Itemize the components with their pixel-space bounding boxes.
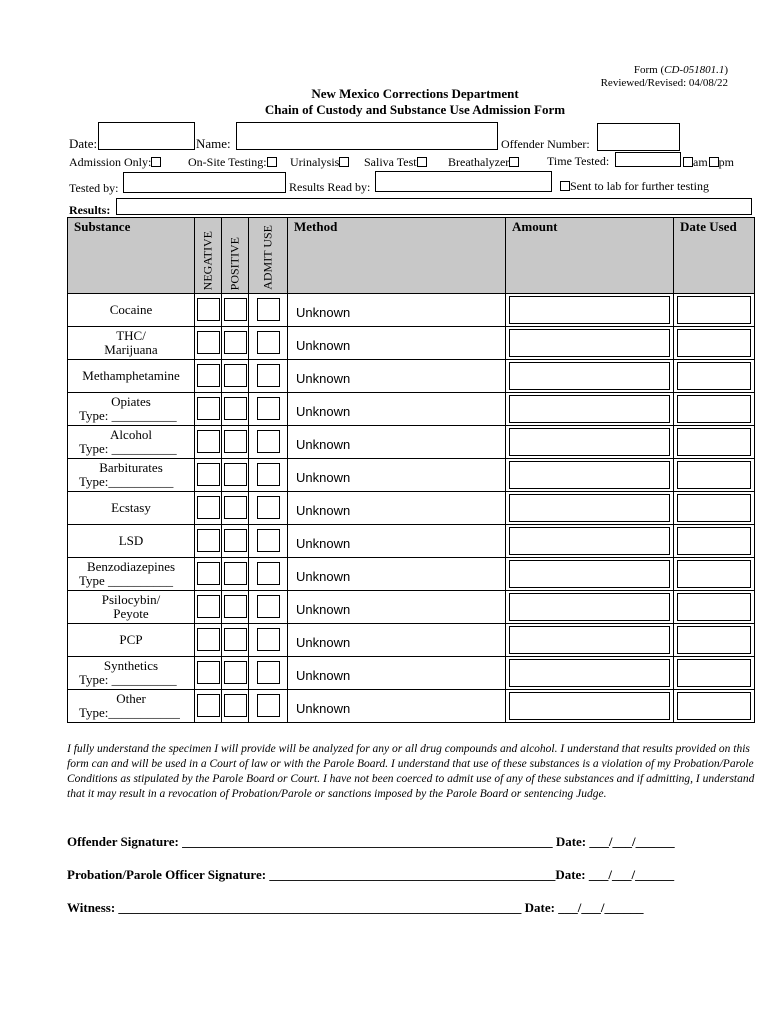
- substance-cell: [68, 426, 195, 459]
- results-read-by-field[interactable]: [375, 171, 552, 192]
- positive-cell: [222, 525, 249, 558]
- method-cell[interactable]: Unknown: [288, 558, 506, 591]
- breathalyzer-group: [448, 155, 519, 170]
- admit-use-cell: [249, 690, 288, 723]
- table-row: [68, 690, 755, 723]
- substance-type-line[interactable]: Type:___________: [79, 705, 180, 720]
- admit-use-cell: [249, 459, 288, 492]
- substance-name: Alcohol: [110, 427, 152, 442]
- saliva-test-checkbox[interactable]: [417, 157, 427, 167]
- method-header: Method: [288, 218, 506, 294]
- admit-use-checkbox[interactable]: [257, 562, 280, 585]
- saliva-test-label: Saliva Test: [364, 155, 417, 169]
- substance-cell: [68, 657, 195, 690]
- negative-cell: [195, 591, 222, 624]
- negative-checkbox[interactable]: [197, 463, 220, 486]
- date-used-field[interactable]: [677, 560, 751, 588]
- positive-cell: [222, 690, 249, 723]
- results-read-by-label: Results Read by:: [289, 180, 371, 194]
- positive-checkbox[interactable]: [224, 628, 247, 651]
- negative-checkbox[interactable]: [197, 496, 220, 519]
- amount-field[interactable]: [509, 560, 670, 588]
- negative-cell: [195, 657, 222, 690]
- negative-checkbox[interactable]: [197, 331, 220, 354]
- negative-checkbox[interactable]: [197, 397, 220, 420]
- amount-cell: [506, 393, 674, 426]
- substance-cell: [68, 525, 195, 558]
- amount-field[interactable]: [509, 428, 670, 456]
- department-title: New Mexico Corrections Department: [311, 86, 519, 101]
- negative-cell: [195, 360, 222, 393]
- method-cell[interactable]: Unknown: [288, 657, 506, 690]
- table-row: [68, 459, 755, 492]
- amount-cell: [506, 459, 674, 492]
- date-used-field[interactable]: [677, 428, 751, 456]
- method-cell[interactable]: Unknown: [288, 492, 506, 525]
- positive-checkbox[interactable]: [224, 529, 247, 552]
- date-used-cell: [674, 591, 755, 624]
- date-used-field[interactable]: [677, 692, 751, 720]
- substance-type-line[interactable]: Type:__________: [79, 474, 174, 489]
- amount-cell: [506, 492, 674, 525]
- amount-cell: [506, 360, 674, 393]
- substance-cell: [68, 492, 195, 525]
- amount-cell: [506, 690, 674, 723]
- negative-checkbox[interactable]: [197, 694, 220, 717]
- negative-cell: [195, 624, 222, 657]
- onsite-testing-label: On-Site Testing:: [188, 155, 267, 169]
- positive-header: [222, 218, 249, 294]
- date-used-cell: [674, 327, 755, 360]
- negative-cell: [195, 558, 222, 591]
- positive-cell: [222, 624, 249, 657]
- reviewed-date: Reviewed/Revised: 04/08/22: [600, 77, 728, 89]
- substance-name: Cocaine: [109, 302, 153, 317]
- officer-signature-line[interactable]: Probation/Parole Officer Signature: ____________________________________________Date: ___/___/______: [67, 867, 675, 882]
- positive-checkbox[interactable]: [224, 496, 247, 519]
- table-row: [68, 525, 755, 558]
- negative-checkbox[interactable]: [197, 562, 220, 585]
- method-cell[interactable]: Unknown: [288, 459, 506, 492]
- negative-checkbox[interactable]: [197, 364, 220, 387]
- amount-field[interactable]: [509, 593, 670, 621]
- date-used-field[interactable]: [677, 494, 751, 522]
- onsite-testing-checkbox[interactable]: [267, 157, 277, 167]
- date-label: Date:: [69, 136, 98, 151]
- positive-cell: [222, 327, 249, 360]
- positive-cell: [222, 591, 249, 624]
- method-cell[interactable]: Unknown: [288, 327, 506, 360]
- admit-use-checkbox[interactable]: [257, 463, 280, 486]
- admit-use-checkbox[interactable]: [257, 529, 280, 552]
- results-field[interactable]: [116, 198, 752, 215]
- negative-cell: [195, 690, 222, 723]
- admission-only-group: [69, 155, 161, 170]
- amount-cell: [506, 426, 674, 459]
- admit-use-cell: [249, 327, 288, 360]
- substance-type-line[interactable]: Type: __________: [79, 441, 177, 456]
- amount-cell: [506, 294, 674, 327]
- time-tested-label: Time Tested:: [547, 154, 610, 168]
- admit-use-checkbox[interactable]: [257, 694, 280, 717]
- date-used-cell: [674, 393, 755, 426]
- form-number: Form (CD-051801.1): [633, 64, 728, 76]
- form-title: Chain of Custody and Substance Use Admission Form: [264, 102, 566, 117]
- amount-field[interactable]: [509, 461, 670, 489]
- positive-cell: [222, 657, 249, 690]
- substance-cell: [68, 558, 195, 591]
- date-used-cell: [674, 690, 755, 723]
- urinalysis-group: [290, 155, 349, 170]
- negative-cell: [195, 393, 222, 426]
- admit-use-checkbox[interactable]: [257, 364, 280, 387]
- tested-by-label: Tested by:: [69, 181, 119, 195]
- admission-only-checkbox[interactable]: [151, 157, 161, 167]
- amount-cell: [506, 591, 674, 624]
- table-row: [68, 360, 755, 393]
- admission-only-label: Admission Only:: [69, 155, 152, 169]
- admit-use-checkbox[interactable]: [257, 496, 280, 519]
- urinalysis-checkbox[interactable]: [339, 157, 349, 167]
- amount-field[interactable]: [509, 659, 670, 687]
- substance-cell: [68, 459, 195, 492]
- positive-cell: [222, 558, 249, 591]
- negative-checkbox[interactable]: [197, 595, 220, 618]
- breathalyzer-label: Breathalyzer: [448, 155, 510, 169]
- amount-field[interactable]: [509, 296, 670, 324]
- negative-cell: [195, 294, 222, 327]
- admit-use-cell: [249, 657, 288, 690]
- positive-checkbox[interactable]: [224, 562, 247, 585]
- admit-use-cell: [249, 492, 288, 525]
- offender-signature-line[interactable]: Offender Signature: _________________________________________________________ Date: ___/___/______: [67, 834, 675, 849]
- positive-checkbox[interactable]: [224, 331, 247, 354]
- admit-use-checkbox[interactable]: [257, 661, 280, 684]
- substance-cell: [68, 360, 195, 393]
- amount-field[interactable]: [509, 494, 670, 522]
- admit-use-cell: [249, 294, 288, 327]
- negative-header-text: NEGATIVE: [200, 230, 215, 290]
- name-label: Name:: [196, 136, 231, 151]
- date-used-cell: [674, 360, 755, 393]
- date-used-field[interactable]: [677, 659, 751, 687]
- sent-to-lab-checkbox[interactable]: [560, 181, 570, 191]
- table-row: [68, 657, 755, 690]
- table-header-row: [68, 218, 755, 294]
- amount-field[interactable]: [509, 692, 670, 720]
- substance-cell: [68, 690, 195, 723]
- table-row: [68, 492, 755, 525]
- substance-cell: [68, 591, 195, 624]
- positive-checkbox[interactable]: [224, 430, 247, 453]
- admit-use-cell: [249, 558, 288, 591]
- substance-header: Substance: [68, 218, 195, 294]
- date-used-field[interactable]: [677, 626, 751, 654]
- substance-name: Other: [116, 691, 146, 706]
- method-cell[interactable]: Unknown: [288, 294, 506, 327]
- am-label: am: [693, 155, 708, 169]
- date-used-cell: [674, 426, 755, 459]
- substance-name: Benzodiazepines: [86, 559, 176, 574]
- table-row: [68, 327, 755, 360]
- positive-checkbox[interactable]: [224, 364, 247, 387]
- substance-name: Ecstasy: [111, 500, 151, 515]
- table-row: [68, 624, 755, 657]
- admit-use-checkbox[interactable]: [257, 595, 280, 618]
- date-used-field[interactable]: [677, 461, 751, 489]
- table-row: [68, 294, 755, 327]
- amount-cell: [506, 558, 674, 591]
- sent-to-lab-label: Sent to lab for further testing: [570, 179, 709, 193]
- substance-name: PCP: [119, 632, 143, 647]
- table-row: [68, 426, 755, 459]
- positive-checkbox[interactable]: [224, 463, 247, 486]
- admit-use-cell: [249, 624, 288, 657]
- results-label: Results:: [69, 203, 111, 217]
- pm-label: pm: [718, 155, 735, 169]
- method-cell[interactable]: Unknown: [288, 393, 506, 426]
- date-used-cell: [674, 294, 755, 327]
- substance-type-line[interactable]: Type: __________: [79, 672, 177, 687]
- table-row: [68, 591, 755, 624]
- offender-number-label: Offender Number:: [501, 137, 590, 151]
- method-cell[interactable]: Unknown: [288, 624, 506, 657]
- amount-cell: [506, 525, 674, 558]
- saliva-test-group: [364, 155, 427, 170]
- offender-number-field[interactable]: [597, 123, 680, 151]
- amount-field[interactable]: [509, 329, 670, 357]
- date-used-cell: [674, 492, 755, 525]
- negative-checkbox[interactable]: [197, 430, 220, 453]
- positive-header-text: POSITIVE: [227, 236, 242, 290]
- method-cell[interactable]: Unknown: [288, 360, 506, 393]
- amount-field[interactable]: [509, 527, 670, 555]
- onsite-testing-group: [188, 155, 277, 170]
- date-used-cell: [674, 525, 755, 558]
- admit-use-cell: [249, 426, 288, 459]
- positive-checkbox[interactable]: [224, 694, 247, 717]
- method-cell[interactable]: Unknown: [288, 525, 506, 558]
- witness-signature-line[interactable]: Witness: ______________________________________________________________ Date: ___/___/______: [67, 900, 644, 915]
- ampm-group: [683, 155, 734, 170]
- urinalysis-label: Urinalysis: [290, 155, 340, 169]
- substance-name: Methamphetamine: [82, 368, 180, 383]
- date-used-cell: [674, 558, 755, 591]
- date-used-cell: [674, 657, 755, 690]
- amount-header: Amount: [506, 218, 674, 294]
- substance-cell: [68, 327, 195, 360]
- date-used-field[interactable]: [677, 527, 751, 555]
- substance-table: [67, 217, 755, 723]
- positive-cell: [222, 492, 249, 525]
- negative-checkbox[interactable]: [197, 529, 220, 552]
- positive-checkbox[interactable]: [224, 661, 247, 684]
- amount-cell: [506, 327, 674, 360]
- substance-cell: [68, 393, 195, 426]
- date-used-cell: [674, 459, 755, 492]
- substance-name: THC/ Marijuana: [104, 328, 158, 357]
- admit-use-header: [249, 218, 288, 294]
- date-used-field[interactable]: [677, 395, 751, 423]
- substance-cell: [68, 294, 195, 327]
- admit-use-cell: [249, 360, 288, 393]
- amount-field[interactable]: [509, 395, 670, 423]
- negative-cell: [195, 459, 222, 492]
- negative-cell: [195, 426, 222, 459]
- substance-type-line[interactable]: Type: __________: [79, 408, 177, 423]
- substance-name: LSD: [118, 533, 144, 548]
- amount-cell: [506, 624, 674, 657]
- table-row: [68, 393, 755, 426]
- substance-type-line[interactable]: Type __________: [79, 573, 174, 588]
- date-used-cell: [674, 624, 755, 657]
- substance-cell: [68, 624, 195, 657]
- date-used-field[interactable]: [677, 329, 751, 357]
- negative-header: [195, 218, 222, 294]
- date-used-field[interactable]: [677, 593, 751, 621]
- date-used-field[interactable]: [677, 296, 751, 324]
- admit-use-cell: [249, 525, 288, 558]
- time-tested-field[interactable]: [615, 152, 681, 167]
- am-checkbox[interactable]: [683, 157, 693, 167]
- positive-cell: [222, 360, 249, 393]
- positive-checkbox[interactable]: [224, 397, 247, 420]
- method-cell[interactable]: Unknown: [288, 690, 506, 723]
- positive-cell: [222, 393, 249, 426]
- date-used-field[interactable]: [677, 362, 751, 390]
- substance-name: Opiates: [111, 394, 151, 409]
- sent-to-lab-group: [560, 179, 709, 194]
- name-field[interactable]: [236, 122, 498, 150]
- admit-use-checkbox[interactable]: [257, 430, 280, 453]
- negative-checkbox[interactable]: [197, 628, 220, 651]
- amount-cell: [506, 657, 674, 690]
- admit-use-checkbox[interactable]: [257, 331, 280, 354]
- negative-cell: [195, 492, 222, 525]
- positive-checkbox[interactable]: [224, 595, 247, 618]
- admit-use-checkbox[interactable]: [257, 628, 280, 651]
- substance-name: Barbiturates: [99, 460, 163, 475]
- date-used-header: Date Used: [674, 218, 755, 294]
- amount-field[interactable]: [509, 362, 670, 390]
- method-cell[interactable]: Unknown: [288, 426, 506, 459]
- positive-cell: [222, 294, 249, 327]
- negative-checkbox[interactable]: [197, 661, 220, 684]
- admit-use-header-text: ADMIT USE: [260, 225, 275, 290]
- substance-name: Synthetics: [103, 658, 159, 673]
- breathalyzer-checkbox[interactable]: [509, 157, 519, 167]
- tested-by-field[interactable]: [123, 172, 286, 193]
- consent-statement: I fully understand the specimen I will provide will be analyzed for any or all drug compounds and alcohol. I understand that results provided on this form can and will be used in a Court of law or with the Parole Board. I understand that use of these substances is a violation of my Probation/Parole Conditions as stipulated by the Parole Board or Court. I have not been coerced to admit use of any of these substances and if admitting, I understand that it may result in a revocation of Probation/Parole or sanctions imposed by the Parole Board or sentencing Judge.: [67, 743, 755, 800]
- admit-use-checkbox[interactable]: [257, 397, 280, 420]
- table-row: [68, 558, 755, 591]
- date-field[interactable]: [98, 122, 195, 150]
- admit-use-cell: [249, 591, 288, 624]
- positive-cell: [222, 459, 249, 492]
- negative-cell: [195, 525, 222, 558]
- admit-use-checkbox[interactable]: [257, 298, 280, 321]
- positive-cell: [222, 426, 249, 459]
- negative-checkbox[interactable]: [197, 298, 220, 321]
- amount-field[interactable]: [509, 626, 670, 654]
- admit-use-cell: [249, 393, 288, 426]
- negative-cell: [195, 327, 222, 360]
- method-cell[interactable]: Unknown: [288, 591, 506, 624]
- positive-checkbox[interactable]: [224, 298, 247, 321]
- pm-checkbox[interactable]: [709, 157, 719, 167]
- substance-name: Psilocybin/ Peyote: [101, 592, 161, 621]
